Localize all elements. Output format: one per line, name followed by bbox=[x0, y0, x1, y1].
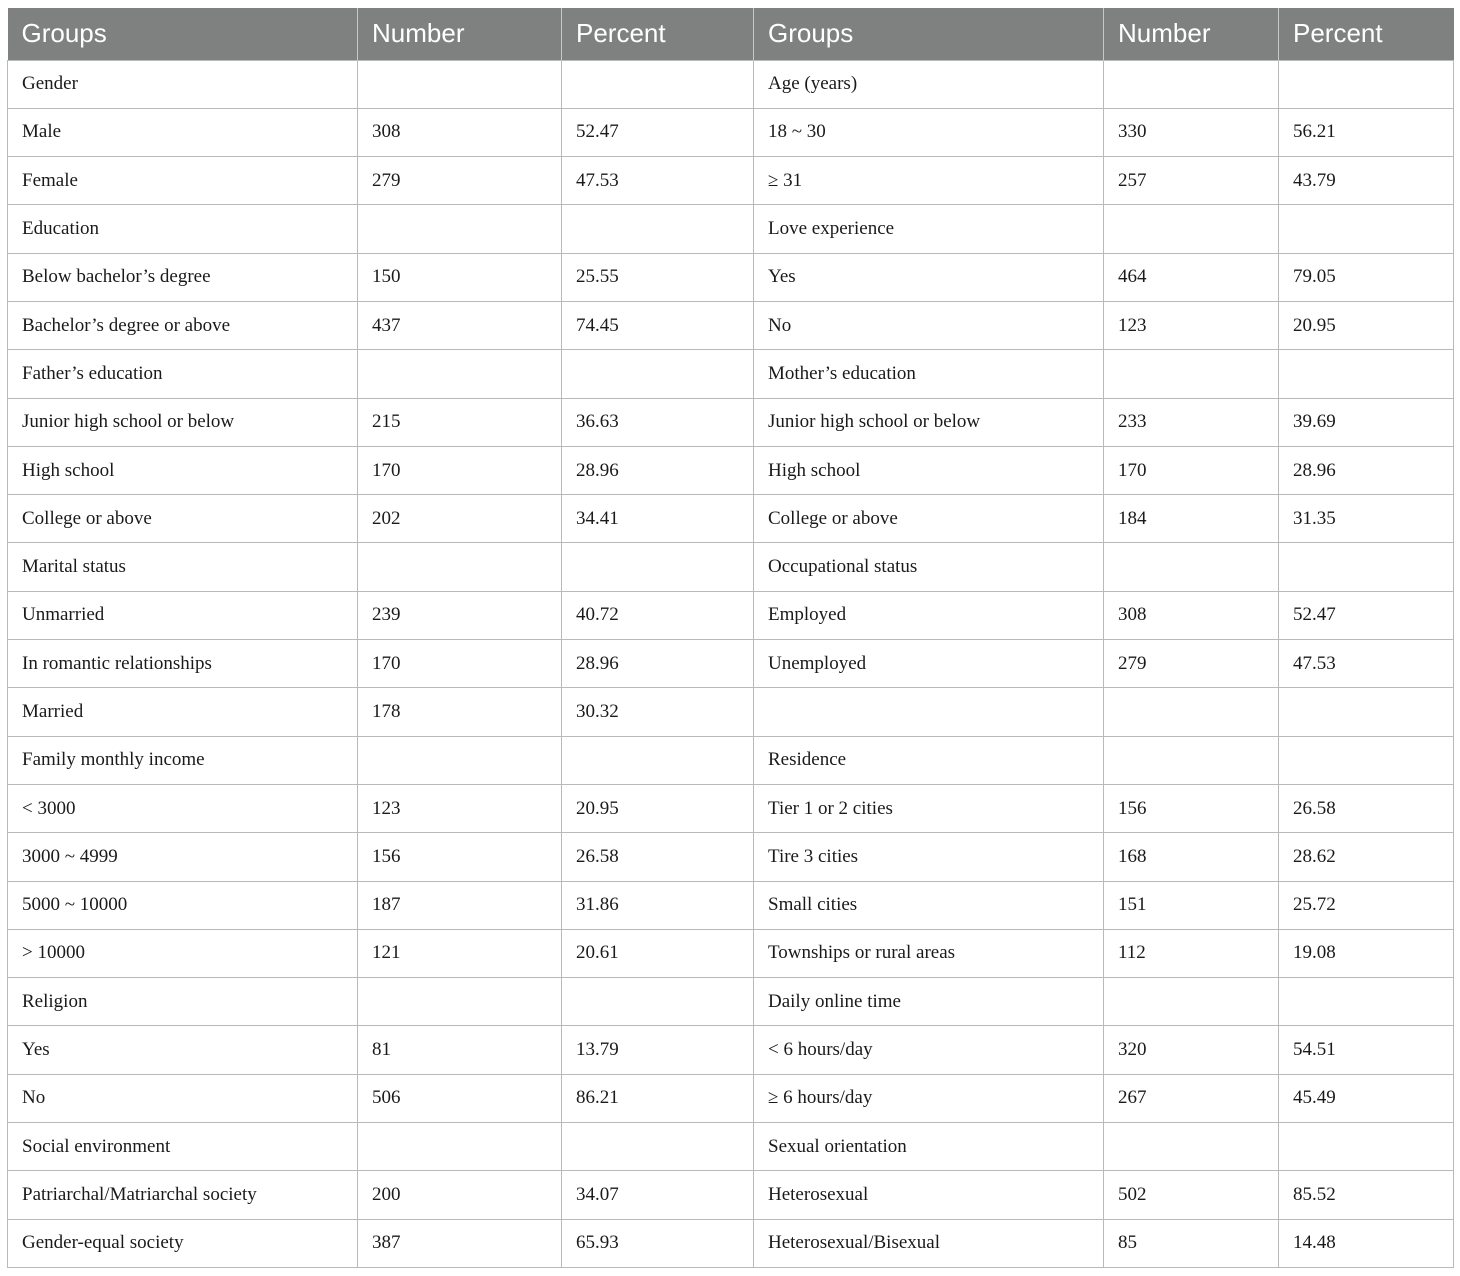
percent-left-cell bbox=[562, 350, 754, 398]
percent-right-cell: 54.51 bbox=[1279, 1026, 1454, 1074]
header-groups-left: Groups bbox=[8, 8, 358, 60]
percent-right-cell: 26.58 bbox=[1279, 784, 1454, 832]
group-left-cell: Gender-equal society bbox=[8, 1219, 358, 1267]
header-groups-right: Groups bbox=[754, 8, 1104, 60]
group-left-cell: No bbox=[8, 1074, 358, 1122]
number-right-cell bbox=[1104, 350, 1279, 398]
number-right-cell bbox=[1104, 978, 1279, 1026]
group-right-cell: Love experience bbox=[754, 205, 1104, 253]
group-left-cell: Father’s education bbox=[8, 350, 358, 398]
percent-right-cell: 28.96 bbox=[1279, 446, 1454, 494]
number-right-cell: 123 bbox=[1104, 301, 1279, 349]
group-right-cell: < 6 hours/day bbox=[754, 1026, 1104, 1074]
percent-right-cell: 52.47 bbox=[1279, 591, 1454, 639]
percent-right-cell bbox=[1279, 688, 1454, 736]
percent-left-cell: 47.53 bbox=[562, 157, 754, 205]
group-left-cell: Bachelor’s degree or above bbox=[8, 301, 358, 349]
group-right-cell: Occupational status bbox=[754, 543, 1104, 591]
table-row bbox=[8, 1219, 1454, 1267]
header-percent-left: Percent bbox=[562, 8, 754, 60]
percent-left-cell: 34.41 bbox=[562, 495, 754, 543]
number-left-cell: 215 bbox=[358, 398, 562, 446]
table-body bbox=[8, 60, 1454, 1267]
group-right-cell: Junior high school or below bbox=[754, 398, 1104, 446]
group-right-cell: Yes bbox=[754, 253, 1104, 301]
percent-right-cell: 45.49 bbox=[1279, 1074, 1454, 1122]
group-right-cell: No bbox=[754, 301, 1104, 349]
group-left-cell: Married bbox=[8, 688, 358, 736]
group-left-cell: > 10000 bbox=[8, 929, 358, 977]
number-right-cell bbox=[1104, 1123, 1279, 1171]
table-row bbox=[8, 495, 1454, 543]
group-left-cell: Social environment bbox=[8, 1123, 358, 1171]
number-right-cell bbox=[1104, 205, 1279, 253]
group-left-cell: Below bachelor’s degree bbox=[8, 253, 358, 301]
percent-right-cell: 28.62 bbox=[1279, 833, 1454, 881]
percent-left-cell: 34.07 bbox=[562, 1171, 754, 1219]
percent-right-cell bbox=[1279, 60, 1454, 108]
percent-left-cell: 20.61 bbox=[562, 929, 754, 977]
table-row bbox=[8, 1074, 1454, 1122]
table-row bbox=[8, 1026, 1454, 1074]
table-row bbox=[8, 640, 1454, 688]
group-left-cell: In romantic relationships bbox=[8, 640, 358, 688]
number-left-cell: 150 bbox=[358, 253, 562, 301]
number-right-cell: 257 bbox=[1104, 157, 1279, 205]
table-row bbox=[8, 301, 1454, 349]
percent-right-cell: 43.79 bbox=[1279, 157, 1454, 205]
group-right-cell: Unemployed bbox=[754, 640, 1104, 688]
group-right-cell: Mother’s education bbox=[754, 350, 1104, 398]
number-left-cell: 308 bbox=[358, 108, 562, 156]
percent-right-cell: 25.72 bbox=[1279, 881, 1454, 929]
table-row bbox=[8, 688, 1454, 736]
number-right-cell: 151 bbox=[1104, 881, 1279, 929]
percent-left-cell: 13.79 bbox=[562, 1026, 754, 1074]
group-left-cell: 3000 ~ 4999 bbox=[8, 833, 358, 881]
percent-right-cell: 14.48 bbox=[1279, 1219, 1454, 1267]
table-header bbox=[8, 8, 1454, 60]
table-row bbox=[8, 978, 1454, 1026]
group-right-cell: Daily online time bbox=[754, 978, 1104, 1026]
percent-right-cell: 85.52 bbox=[1279, 1171, 1454, 1219]
header-row bbox=[8, 8, 1454, 60]
number-right-cell: 267 bbox=[1104, 1074, 1279, 1122]
percent-left-cell: 26.58 bbox=[562, 833, 754, 881]
group-left-cell: Gender bbox=[8, 60, 358, 108]
number-left-cell: 506 bbox=[358, 1074, 562, 1122]
demographics-table bbox=[7, 8, 1454, 1268]
group-left-cell: Religion bbox=[8, 978, 358, 1026]
number-left-cell bbox=[358, 205, 562, 253]
group-left-cell: High school bbox=[8, 446, 358, 494]
number-right-cell: 168 bbox=[1104, 833, 1279, 881]
number-left-cell: 81 bbox=[358, 1026, 562, 1074]
group-left-cell: Junior high school or below bbox=[8, 398, 358, 446]
group-right-cell: 18 ~ 30 bbox=[754, 108, 1104, 156]
group-right-cell: Age (years) bbox=[754, 60, 1104, 108]
table-row bbox=[8, 157, 1454, 205]
percent-left-cell bbox=[562, 1123, 754, 1171]
percent-right-cell: 56.21 bbox=[1279, 108, 1454, 156]
percent-left-cell: 25.55 bbox=[562, 253, 754, 301]
number-right-cell bbox=[1104, 60, 1279, 108]
percent-left-cell: 28.96 bbox=[562, 446, 754, 494]
table-row bbox=[8, 60, 1454, 108]
number-left-cell: 239 bbox=[358, 591, 562, 639]
table-row bbox=[8, 350, 1454, 398]
number-left-cell: 123 bbox=[358, 784, 562, 832]
group-right-cell: Tire 3 cities bbox=[754, 833, 1104, 881]
number-left-cell bbox=[358, 60, 562, 108]
number-right-cell: 279 bbox=[1104, 640, 1279, 688]
percent-left-cell: 74.45 bbox=[562, 301, 754, 349]
number-right-cell: 308 bbox=[1104, 591, 1279, 639]
group-left-cell: Yes bbox=[8, 1026, 358, 1074]
number-left-cell: 387 bbox=[358, 1219, 562, 1267]
number-left-cell: 200 bbox=[358, 1171, 562, 1219]
number-left-cell: 437 bbox=[358, 301, 562, 349]
percent-left-cell bbox=[562, 205, 754, 253]
group-right-cell: Heterosexual/Bisexual bbox=[754, 1219, 1104, 1267]
group-left-cell: Unmarried bbox=[8, 591, 358, 639]
group-right-cell: College or above bbox=[754, 495, 1104, 543]
percent-right-cell bbox=[1279, 543, 1454, 591]
number-left-cell: 121 bbox=[358, 929, 562, 977]
header-percent-right: Percent bbox=[1279, 8, 1454, 60]
percent-left-cell: 28.96 bbox=[562, 640, 754, 688]
group-right-cell: ≥ 6 hours/day bbox=[754, 1074, 1104, 1122]
group-left-cell: Patriarchal/Matriarchal society bbox=[8, 1171, 358, 1219]
group-right-cell: ≥ 31 bbox=[754, 157, 1104, 205]
number-left-cell: 178 bbox=[358, 688, 562, 736]
group-left-cell: < 3000 bbox=[8, 784, 358, 832]
percent-left-cell bbox=[562, 60, 754, 108]
number-left-cell: 187 bbox=[358, 881, 562, 929]
group-left-cell: Female bbox=[8, 157, 358, 205]
percent-right-cell: 19.08 bbox=[1279, 929, 1454, 977]
table-row bbox=[8, 398, 1454, 446]
number-right-cell: 184 bbox=[1104, 495, 1279, 543]
percent-right-cell bbox=[1279, 736, 1454, 784]
number-right-cell bbox=[1104, 736, 1279, 784]
percent-left-cell: 40.72 bbox=[562, 591, 754, 639]
number-left-cell: 170 bbox=[358, 640, 562, 688]
group-right-cell: Sexual orientation bbox=[754, 1123, 1104, 1171]
group-right-cell: Residence bbox=[754, 736, 1104, 784]
number-right-cell: 330 bbox=[1104, 108, 1279, 156]
table-row bbox=[8, 1171, 1454, 1219]
percent-left-cell bbox=[562, 736, 754, 784]
number-right-cell: 170 bbox=[1104, 446, 1279, 494]
table-row bbox=[8, 253, 1454, 301]
number-left-cell: 279 bbox=[358, 157, 562, 205]
group-left-cell: College or above bbox=[8, 495, 358, 543]
group-right-cell: High school bbox=[754, 446, 1104, 494]
number-right-cell: 156 bbox=[1104, 784, 1279, 832]
percent-right-cell: 47.53 bbox=[1279, 640, 1454, 688]
group-right-cell: Small cities bbox=[754, 881, 1104, 929]
percent-left-cell bbox=[562, 978, 754, 1026]
number-left-cell bbox=[358, 350, 562, 398]
table-row bbox=[8, 591, 1454, 639]
number-right-cell: 85 bbox=[1104, 1219, 1279, 1267]
percent-right-cell bbox=[1279, 978, 1454, 1026]
table-row bbox=[8, 446, 1454, 494]
table-row bbox=[8, 1123, 1454, 1171]
number-left-cell bbox=[358, 543, 562, 591]
percent-right-cell: 39.69 bbox=[1279, 398, 1454, 446]
table-row bbox=[8, 108, 1454, 156]
group-right-cell: Employed bbox=[754, 591, 1104, 639]
table-row bbox=[8, 543, 1454, 591]
percent-left-cell: 65.93 bbox=[562, 1219, 754, 1267]
number-right-cell: 320 bbox=[1104, 1026, 1279, 1074]
table-row bbox=[8, 929, 1454, 977]
number-right-cell: 233 bbox=[1104, 398, 1279, 446]
percent-right-cell: 79.05 bbox=[1279, 253, 1454, 301]
number-left-cell bbox=[358, 736, 562, 784]
percent-left-cell: 30.32 bbox=[562, 688, 754, 736]
percent-left-cell: 52.47 bbox=[562, 108, 754, 156]
group-left-cell: Education bbox=[8, 205, 358, 253]
percent-right-cell bbox=[1279, 350, 1454, 398]
number-right-cell bbox=[1104, 543, 1279, 591]
number-left-cell bbox=[358, 1123, 562, 1171]
table-row bbox=[8, 833, 1454, 881]
percent-left-cell: 31.86 bbox=[562, 881, 754, 929]
group-right-cell: Tier 1 or 2 cities bbox=[754, 784, 1104, 832]
percent-right-cell: 31.35 bbox=[1279, 495, 1454, 543]
table-row bbox=[8, 205, 1454, 253]
group-right-cell: Heterosexual bbox=[754, 1171, 1104, 1219]
group-right-cell bbox=[754, 688, 1104, 736]
percent-left-cell: 36.63 bbox=[562, 398, 754, 446]
group-left-cell: Marital status bbox=[8, 543, 358, 591]
percent-right-cell: 20.95 bbox=[1279, 301, 1454, 349]
percent-left-cell bbox=[562, 543, 754, 591]
group-right-cell: Townships or rural areas bbox=[754, 929, 1104, 977]
group-left-cell: 5000 ~ 10000 bbox=[8, 881, 358, 929]
percent-right-cell bbox=[1279, 205, 1454, 253]
percent-left-cell: 20.95 bbox=[562, 784, 754, 832]
percent-right-cell bbox=[1279, 1123, 1454, 1171]
group-left-cell: Male bbox=[8, 108, 358, 156]
table-row bbox=[8, 736, 1454, 784]
header-number-left: Number bbox=[358, 8, 562, 60]
number-left-cell: 202 bbox=[358, 495, 562, 543]
number-right-cell bbox=[1104, 688, 1279, 736]
number-right-cell: 112 bbox=[1104, 929, 1279, 977]
number-left-cell: 156 bbox=[358, 833, 562, 881]
number-left-cell: 170 bbox=[358, 446, 562, 494]
group-left-cell: Family monthly income bbox=[8, 736, 358, 784]
percent-left-cell: 86.21 bbox=[562, 1074, 754, 1122]
number-right-cell: 464 bbox=[1104, 253, 1279, 301]
header-number-right: Number bbox=[1104, 8, 1279, 60]
number-right-cell: 502 bbox=[1104, 1171, 1279, 1219]
table-row bbox=[8, 784, 1454, 832]
number-left-cell bbox=[358, 978, 562, 1026]
table-row bbox=[8, 881, 1454, 929]
